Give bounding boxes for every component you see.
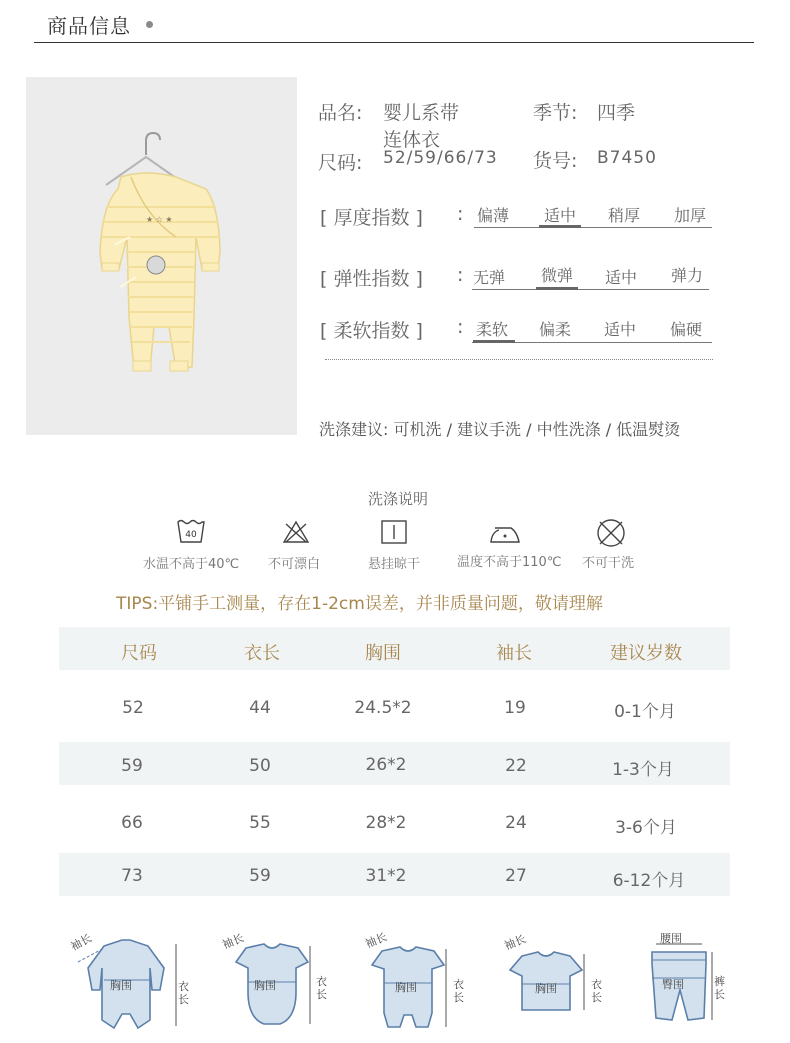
table-cell: 3-6个月 [615, 818, 677, 838]
wash-40-icon [176, 518, 206, 548]
index-option-selected: 适中 [543, 206, 576, 225]
wash-caption: 悬挂晾干 [368, 557, 421, 572]
hang-dry-icon [381, 520, 407, 548]
table-cell: 66 [121, 813, 143, 833]
title-divider [34, 42, 754, 43]
season-label: 季节: [533, 102, 578, 124]
index-option: 稍厚 [607, 206, 640, 225]
index-option: 无弹 [472, 268, 505, 287]
table-cell: 55 [249, 813, 271, 833]
table-cell: 50 [249, 756, 271, 776]
index-colon: : [457, 203, 464, 225]
index-option: 适中 [603, 320, 636, 339]
size-label: 尺码: [318, 152, 363, 174]
table-cell: 27 [505, 866, 527, 886]
wash-temp-text: 40 [185, 530, 197, 540]
table-header-cell: 胸围 [365, 643, 401, 664]
no-bleach-icon [282, 520, 310, 548]
table-header-cell: 尺码 [121, 643, 157, 664]
table-cell: 28*2 [365, 813, 407, 833]
index-option-selected: 柔软 [475, 320, 508, 339]
length-label: 衣长 [591, 978, 602, 1004]
index-colon: : [457, 316, 464, 338]
table-cell: 52 [122, 698, 144, 718]
size-value: 52/59/66/73 [383, 148, 498, 168]
length-label: 衣长 [178, 980, 189, 1006]
name-value-line1: 婴儿系带 [383, 102, 460, 124]
chest-label: 胸围 [395, 981, 417, 994]
table-cell: 6-12个月 [612, 871, 686, 891]
index-option: 适中 [604, 268, 637, 287]
chest-label: 胸围 [535, 982, 557, 995]
title-dot [146, 21, 153, 28]
table-cell: 44 [249, 698, 271, 718]
length-label: 衣长 [316, 975, 327, 1001]
index-scale-line [474, 227, 712, 228]
table-cell: 0-1个月 [614, 702, 676, 722]
index-label: [ 柔软指数 ] [320, 320, 423, 342]
index-option: 加厚 [673, 206, 706, 225]
index-scale-line [472, 289, 709, 290]
table-cell: 1-3个月 [612, 760, 674, 780]
table-cell: 26*2 [365, 755, 407, 775]
wash-caption: 水温不高于40℃ [143, 557, 240, 572]
no-dry-clean-icon [596, 518, 626, 552]
index-option: 偏薄 [476, 206, 509, 225]
sleeve-length-label: 袖长 [220, 931, 246, 952]
table-header-cell: 袖长 [496, 643, 532, 664]
chest-label: 胸围 [110, 979, 132, 992]
table-cell: 59 [121, 756, 143, 776]
wash-advice: 洗涤建议: 可机洗 / 建议手洗 / 中性洗涤 / 低温熨烫 [319, 420, 681, 439]
table-cell: 31*2 [365, 866, 407, 886]
index-selected-marker [473, 340, 515, 343]
wash-caption: 温度不高于110℃ [457, 555, 562, 570]
index-option: 偏硬 [669, 320, 702, 339]
index-option: 弹力 [670, 266, 703, 285]
sleeve-length-label: 袖长 [68, 931, 94, 954]
svg-text:★ ☆ ★: ★ ☆ ★ [146, 215, 173, 224]
table-cell: 59 [249, 866, 271, 886]
index-option: 偏柔 [538, 320, 571, 339]
wash-caption: 不可干洗 [582, 556, 635, 571]
waist-label: 腰围 [660, 932, 682, 945]
wash-title: 洗涤说明 [368, 490, 429, 508]
table-header-cell: 衣长 [244, 643, 280, 664]
index-label: [ 弹性指数 ] [320, 268, 423, 290]
table-cell: 73 [121, 866, 143, 886]
index-option-selected: 微弹 [540, 266, 573, 285]
index-label: [ 厚度指数 ] [320, 207, 423, 229]
table-cell: 19 [504, 698, 526, 718]
hip-label: 臀围 [662, 978, 684, 991]
sleeve-length-label: 袖长 [363, 930, 389, 951]
name-label: 品名: [318, 102, 363, 124]
index-selected-marker [539, 225, 581, 228]
season-value: 四季 [597, 102, 636, 124]
iron-110-icon [489, 522, 521, 548]
name-value-line2: 连体衣 [383, 129, 441, 151]
table-cell: 24 [505, 813, 527, 833]
table-header-cell: 建议岁数 [610, 643, 682, 664]
length-label: 衣长 [453, 978, 464, 1004]
sku-label: 货号: [533, 150, 578, 172]
tips-text: TIPS:平铺手工测量，存在1-2cm误差，并非质量问题，敬请理解 [116, 594, 603, 614]
table-cell: 24.5*2 [354, 698, 412, 718]
wash-caption: 不可漂白 [268, 557, 321, 572]
section-title: 商品信息 [47, 14, 131, 38]
dotted-divider [325, 359, 713, 360]
table-cell: 22 [505, 756, 527, 776]
index-colon: : [457, 264, 464, 286]
length-label: 裤长 [714, 975, 725, 1001]
sku-value: B7450 [597, 148, 657, 168]
sleeve-length-label: 袖长 [502, 932, 528, 953]
product-image [26, 77, 297, 435]
chest-label: 胸围 [254, 979, 276, 992]
index-selected-marker [536, 287, 578, 290]
